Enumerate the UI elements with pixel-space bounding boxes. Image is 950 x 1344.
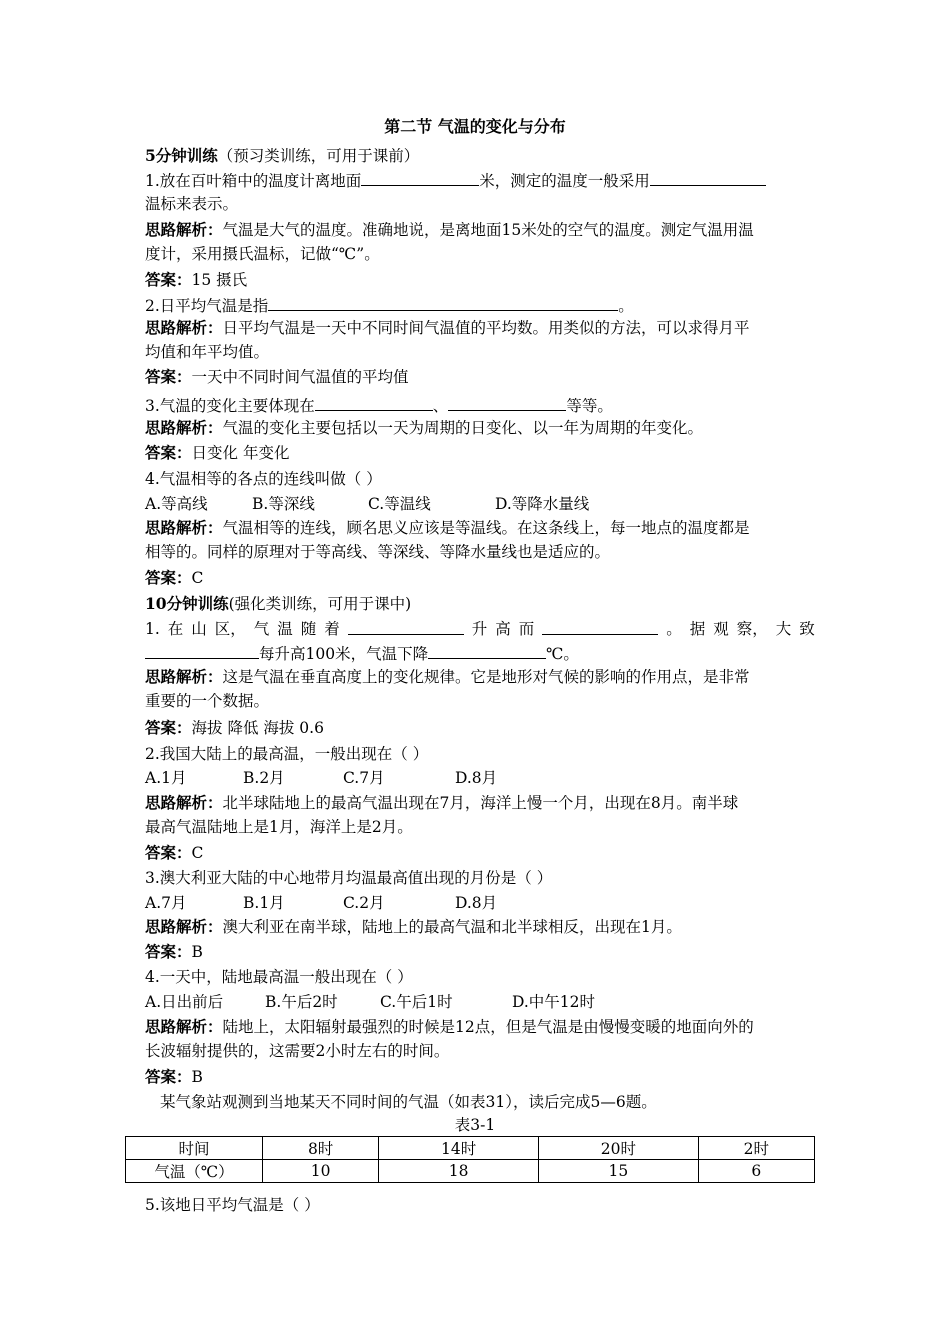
option: A.1月 bbox=[145, 769, 187, 787]
table-caption: 表3-1 bbox=[454, 1116, 496, 1134]
question-4: 4.一天中，陆地最高温一般出现在（ ） bbox=[145, 968, 413, 986]
answer-blank bbox=[145, 642, 259, 659]
analysis: 思路解析：气温相等的连线，顾名思义应该是等温线。在这条线上，每一地点的温度都是 bbox=[145, 518, 750, 537]
answer-blank bbox=[448, 394, 566, 411]
table-cell: 20时 bbox=[538, 1137, 698, 1160]
option: C.等温线 bbox=[368, 495, 431, 513]
analysis: 思路解析：陆地上，太阳辐射最强烈的时候是12点，但是气温是由慢慢变暖的地面向外的 bbox=[145, 1017, 754, 1036]
question-4: 4.气温相等的各点的连线叫做（ ） bbox=[145, 470, 382, 488]
option: B.等深线 bbox=[252, 495, 315, 513]
table-intro: 某气象站观测到当地某天不同时间的气温（如表31），读后完成5—6题。 bbox=[160, 1093, 657, 1111]
analysis: 思路解析：气温是大气的温度。准确地说，是离地面15米处的空气的温度。测定气温用温 bbox=[145, 220, 754, 239]
analysis-cont: 重要的一个数据。 bbox=[145, 692, 270, 710]
options bbox=[145, 493, 815, 515]
option: A.7月 bbox=[145, 894, 187, 912]
answer-blank bbox=[268, 294, 618, 311]
temperature-table bbox=[125, 1136, 815, 1183]
option: D.8月 bbox=[455, 769, 498, 787]
table-cell: 8时 bbox=[263, 1137, 379, 1160]
analysis: 思路解析：气温的变化主要包括以一天为周期的日变化、以一年为周期的年变化。 bbox=[145, 418, 704, 437]
answer: 答案：日变化 年变化 bbox=[145, 443, 290, 462]
answer: 答案：C bbox=[145, 843, 204, 862]
table-cell: 15 bbox=[538, 1160, 698, 1183]
question-1-line2: 每升高100米，气温下降 ℃。 bbox=[145, 642, 815, 665]
analysis: 思路解析：澳大利亚在南半球，陆地上的最高气温和北半球相反，出现在1月。 bbox=[145, 917, 682, 936]
page-title: 第二节 气温的变化与分布 bbox=[384, 117, 566, 136]
question-3: 3.气温的变化主要体现在 、 等等。 bbox=[145, 394, 815, 417]
answer: 答案：15 摄氏 bbox=[145, 270, 248, 289]
table-row bbox=[126, 1137, 815, 1160]
question-2: 2.我国大陆上的最高温，一般出现在（ ） bbox=[145, 745, 429, 763]
question-2: 2.日平均气温是指 。 bbox=[145, 294, 815, 317]
answer-blank bbox=[650, 169, 766, 186]
table-cell: 时间 bbox=[126, 1137, 263, 1160]
table-cell: 气温（℃） bbox=[126, 1160, 263, 1183]
options bbox=[145, 892, 815, 914]
answer: 答案：海拔 降低 海拔 0.6 bbox=[145, 718, 324, 737]
section-heading-10min: 10分钟训练(强化类训练，可用于课中) bbox=[145, 594, 412, 613]
option: B.午后2时 bbox=[265, 993, 338, 1011]
option: B.1月 bbox=[243, 894, 285, 912]
analysis-cont: 长波辐射提供的，这需要2小时左右的时间。 bbox=[145, 1042, 450, 1060]
option: C.午后1时 bbox=[380, 993, 453, 1011]
table-cell: 2时 bbox=[698, 1137, 814, 1160]
question-1-line1: 1. 在 山 区， 气 温 随 着 升 高 而 。 据 观 察， 大 致 bbox=[145, 620, 815, 638]
answer-blank bbox=[348, 618, 464, 635]
table-cell: 6 bbox=[698, 1160, 814, 1183]
options bbox=[145, 991, 815, 1013]
analysis-cont: 最高气温陆地上是1月，海洋上是2月。 bbox=[145, 818, 413, 836]
table-cell: 10 bbox=[263, 1160, 379, 1183]
analysis-cont: 度计，采用摄氏温标，记做“℃”。 bbox=[145, 245, 380, 263]
option: C.2月 bbox=[343, 894, 385, 912]
analysis-cont: 相等的。同样的原理对于等高线、等深线、等降水量线也是适应的。 bbox=[145, 543, 611, 561]
answer: 答案：B bbox=[145, 1067, 203, 1086]
answer: 答案：C bbox=[145, 568, 204, 587]
answer-blank bbox=[315, 394, 433, 411]
table-row bbox=[126, 1160, 815, 1183]
table-cell: 14时 bbox=[379, 1137, 539, 1160]
option: D.中午12时 bbox=[512, 993, 596, 1011]
option: A.等高线 bbox=[145, 495, 208, 513]
question-1-cont: 温标来表示。 bbox=[145, 195, 239, 213]
option: A.日出前后 bbox=[145, 993, 224, 1011]
analysis: 思路解析：北半球陆地上的最高气温出现在7月，海洋上慢一个月，出现在8月。南半球 bbox=[145, 793, 739, 812]
answer-blank bbox=[542, 618, 658, 635]
question-5: 5.该地日平均气温是（ ） bbox=[145, 1196, 320, 1214]
answer: 答案：B bbox=[145, 942, 203, 961]
option: B.2月 bbox=[243, 769, 285, 787]
options bbox=[145, 767, 815, 789]
answer-blank bbox=[428, 642, 546, 659]
option: D.等降水量线 bbox=[495, 495, 590, 513]
table-cell: 18 bbox=[379, 1160, 539, 1183]
option: D.8月 bbox=[455, 894, 498, 912]
question-3: 3.澳大利亚大陆的中心地带月均温最高值出现的月份是（ ） bbox=[145, 869, 553, 887]
section-heading-5min: 5分钟训练（预习类训练，可用于课前） bbox=[145, 146, 420, 165]
answer: 答案：一天中不同时间气温值的平均值 bbox=[145, 367, 409, 386]
analysis-cont: 均值和年平均值。 bbox=[145, 343, 270, 361]
answer-blank bbox=[361, 169, 479, 186]
analysis: 思路解析：日平均气温是一天中不同时间气温值的平均数。用类似的方法，可以求得月平 bbox=[145, 318, 750, 337]
question-1: 1.放在百叶箱中的温度计离地面 米，测定的温度一般采用 bbox=[145, 169, 815, 192]
option: C.7月 bbox=[343, 769, 385, 787]
analysis: 思路解析：这是气温在垂直高度上的变化规律。它是地形对气候的影响的作用点，是非常 bbox=[145, 667, 750, 686]
